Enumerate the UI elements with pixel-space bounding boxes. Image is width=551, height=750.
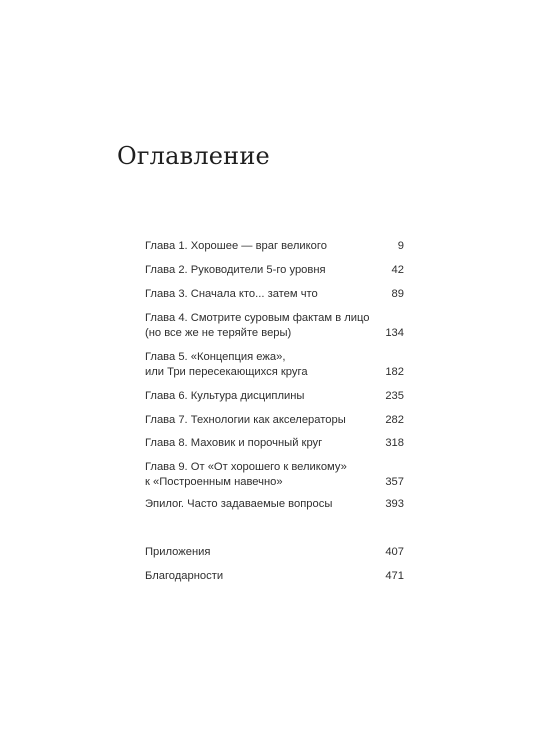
toc-entry-label [145, 545, 210, 560]
toc-entry-label-line: Глава 6. Культура дисциплины [145, 390, 305, 402]
toc-entry-label-line: Глава 5. «Концепция ежа», [145, 351, 286, 363]
toc-title: Оглавление [117, 142, 270, 170]
toc-entry[interactable] [145, 239, 404, 254]
toc-entry-page: 318 [385, 437, 404, 449]
toc-entry[interactable] [145, 263, 404, 278]
toc-entry-page: 407 [385, 546, 404, 558]
toc-entry-label-line: Глава 3. Сначала кто... затем что [145, 288, 318, 300]
toc-entry-label-line: Эпилог. Часто задаваемые вопросы [145, 498, 333, 510]
toc-entry[interactable] [145, 389, 404, 404]
toc-entry-label [145, 497, 332, 512]
toc-entry-page: 89 [391, 288, 404, 300]
toc-entry-label [145, 436, 322, 451]
toc-entry-page: 357 [385, 476, 404, 488]
toc-entry-label-line: Глава 7. Технологии как акселераторы [145, 414, 346, 426]
toc-entry-label [145, 263, 326, 278]
toc-entry-label [145, 239, 327, 254]
toc-entry[interactable] [145, 545, 404, 560]
toc-entry-page: 471 [385, 570, 404, 582]
toc-entry[interactable] [145, 497, 404, 512]
toc-entry[interactable] [145, 569, 404, 584]
toc-entry-label-line: Глава 9. От «От хорошего к великому» [145, 461, 347, 473]
toc-entry-label-line: Благодарности [145, 570, 224, 582]
toc-entry-page: 393 [385, 498, 404, 510]
toc-entry-page: 182 [385, 366, 404, 378]
toc-entry-label [145, 350, 308, 380]
toc-entry[interactable] [145, 350, 404, 380]
toc-entry[interactable] [145, 460, 404, 490]
toc-entry-label [145, 287, 318, 302]
toc-entry-label-line: Глава 4. Смотрите суровым фактам в лицо [145, 312, 370, 324]
toc-entry-label-line: Глава 8. Маховик и порочный круг [145, 437, 323, 449]
toc-entry[interactable] [145, 311, 404, 341]
toc-entry-label-line: Глава 2. Руководители 5-го уровня [145, 264, 326, 276]
toc-entry-label [145, 413, 346, 428]
toc-entry-page: 282 [385, 414, 404, 426]
toc-entry-page: 42 [391, 264, 404, 276]
toc-entry-label [145, 569, 223, 584]
toc-entry-label-line: Глава 1. Хорошее — враг великого [145, 240, 327, 252]
toc-entry[interactable] [145, 287, 404, 302]
toc-entry-page: 235 [385, 390, 404, 402]
toc-entry-label [145, 311, 370, 341]
toc-entry-label-line: Приложения [145, 546, 211, 558]
toc-entry-page: 134 [385, 327, 404, 339]
toc-entry-label [145, 460, 347, 490]
toc-entry[interactable] [145, 436, 404, 451]
toc-entry-label-line: к «Построенным навечно» [145, 476, 283, 488]
toc-entry-page: 9 [397, 240, 404, 252]
toc-entry-label-line: или Три пересекающихся круга [145, 366, 308, 378]
toc-entry-label-line: (но все же не теряйте веры) [145, 327, 292, 339]
toc-entry-label [145, 389, 304, 404]
toc-entry[interactable] [145, 413, 404, 428]
